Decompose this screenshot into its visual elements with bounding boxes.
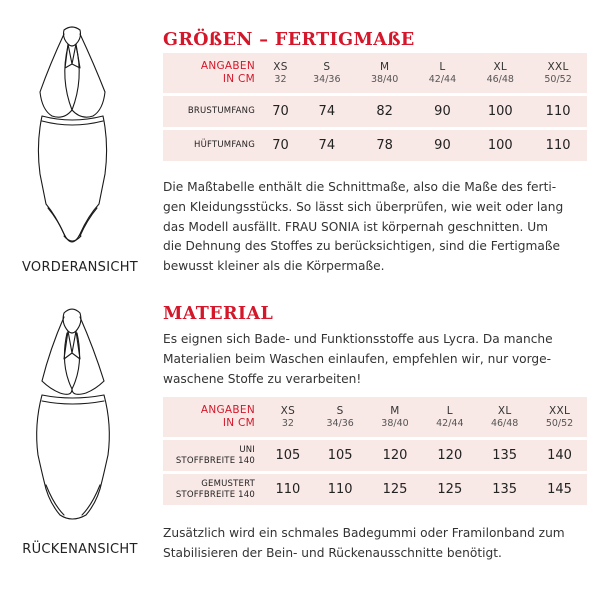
table-row	[163, 474, 587, 505]
size-range: 32	[281, 417, 294, 429]
material-table-header	[163, 397, 587, 437]
material-intro	[163, 330, 588, 389]
size-name: M	[379, 60, 390, 73]
size-range: 46/48	[490, 417, 519, 429]
table-cell: 120	[368, 440, 423, 471]
technical-drawings	[0, 0, 160, 600]
table-cell: 74	[298, 96, 356, 127]
material-header-label	[163, 397, 263, 437]
material-title: MATERIAL	[163, 304, 274, 324]
table-cell: 78	[356, 130, 414, 161]
row-label	[163, 440, 263, 471]
table-cell: 70	[263, 130, 298, 161]
size-header	[414, 53, 472, 93]
table-cell: 125	[422, 474, 477, 505]
row-label-line2: STOFFBREITE 140	[175, 455, 255, 466]
size-range: 50/52	[544, 73, 572, 85]
sizes-paragraph	[163, 178, 588, 277]
table-cell: 120	[422, 440, 477, 471]
row-label	[163, 474, 263, 505]
table-cell: 90	[414, 96, 472, 127]
size-header	[529, 53, 587, 93]
size-name: L	[439, 60, 446, 73]
size-header	[422, 397, 477, 437]
table-cell: 105	[263, 440, 313, 471]
sizes-table-header	[163, 53, 587, 93]
table-cell: 70	[263, 96, 298, 127]
size-range: 32	[274, 73, 287, 85]
table-cell: 74	[298, 130, 356, 161]
sizes-header-label	[163, 53, 263, 93]
paragraph-line: waschene Stoffe zu verarbeiten!	[163, 371, 362, 386]
header-label-line1: ANGABEN	[200, 60, 255, 72]
back-view-label: RÜCKENANSICHT	[22, 542, 138, 557]
table-cell: 110	[313, 474, 368, 505]
row-label-line2: STOFFBREITE 140	[175, 489, 255, 500]
size-range: 34/36	[313, 73, 341, 85]
paragraph-line: Materialien beim Waschen einlaufen, empfehlen wir, nur vorge-	[163, 351, 552, 366]
size-range: 46/48	[486, 73, 514, 85]
table-cell: 110	[263, 474, 313, 505]
paragraph-line: Es eignen sich Bade- und Funktionsstoffe aus Lycra. Da manche	[163, 332, 553, 346]
size-header	[298, 53, 356, 93]
size-name: L	[446, 404, 453, 417]
material-table	[163, 394, 587, 508]
table-cell: 135	[477, 440, 532, 471]
table-cell: 135	[477, 474, 532, 505]
header-label-line2: IN CM	[222, 417, 255, 429]
size-header	[263, 397, 313, 437]
table-row	[163, 440, 587, 471]
front-view-label: VORDERANSICHT	[21, 260, 139, 275]
size-range: 34/36	[326, 417, 354, 429]
material-footer	[163, 524, 588, 564]
row-label-line1: GEMUSTERT	[201, 478, 255, 489]
sizes-table	[163, 50, 587, 164]
paragraph-line: die Dehnung des Stoffes zu berücksichtigen, sind die Fertigmaße	[163, 239, 561, 254]
paragraph-line: das Modell ausfällt. FRAU SONIA ist körpernah geschnitten. Um	[163, 219, 548, 234]
header-label-line2: IN CM	[222, 73, 255, 85]
table-row	[163, 130, 587, 161]
size-header	[368, 397, 423, 437]
size-name: XL	[493, 60, 508, 73]
table-cell: 145	[532, 474, 587, 505]
sizes-title: GRÖßEN – FERTIGMAßE	[163, 30, 415, 50]
size-name: XS	[280, 404, 296, 417]
size-name: XXL	[547, 60, 569, 73]
table-cell: 110	[529, 96, 587, 127]
size-range: 38/40	[381, 417, 409, 429]
table-cell: 90	[414, 130, 472, 161]
size-range: 42/44	[436, 417, 464, 429]
size-name: XXL	[548, 404, 571, 417]
paragraph-line: Die Maßtabelle enthält die Schnittmaße, also die Maße des ferti-	[163, 180, 557, 194]
row-label: HÜFTUMFANG	[163, 130, 263, 161]
paragraph-line: Stabilisieren der Bein- und Rückenausschnitte benötigt.	[163, 545, 502, 560]
size-range: 50/52	[545, 417, 574, 429]
table-cell: 100	[471, 130, 529, 161]
table-cell: 110	[529, 130, 587, 161]
paragraph-line: Zusätzlich wird ein schmales Badegummi oder Framilonband zum	[163, 526, 565, 540]
size-range: 38/40	[370, 73, 399, 85]
size-header	[471, 53, 529, 93]
table-cell: 125	[368, 474, 423, 505]
size-name: S	[336, 404, 344, 417]
table-cell: 82	[356, 96, 414, 127]
size-name: XL	[497, 404, 512, 417]
size-header	[263, 53, 298, 93]
row-label-line1: UNI	[239, 444, 255, 455]
table-row	[163, 96, 587, 127]
size-header	[532, 397, 587, 437]
back-view-drawing	[20, 305, 125, 535]
size-header	[477, 397, 532, 437]
size-name: S	[323, 60, 331, 73]
paragraph-line: bewusst kleiner als die Körpermaße.	[163, 259, 385, 274]
front-view-drawing	[20, 24, 125, 254]
size-header	[356, 53, 414, 93]
row-label: BRUSTUMFANG	[163, 96, 263, 127]
size-range: 42/44	[428, 73, 457, 85]
size-header	[313, 397, 368, 437]
size-name: M	[390, 404, 400, 417]
table-cell: 105	[313, 440, 368, 471]
size-name: XS	[273, 60, 288, 73]
table-cell: 140	[532, 440, 587, 471]
table-cell: 100	[471, 96, 529, 127]
header-label-line1: ANGABEN	[200, 404, 255, 416]
paragraph-line: gen Kleidungsstücks. So lässt sich überprüfen, wie weit oder lang	[163, 199, 564, 214]
